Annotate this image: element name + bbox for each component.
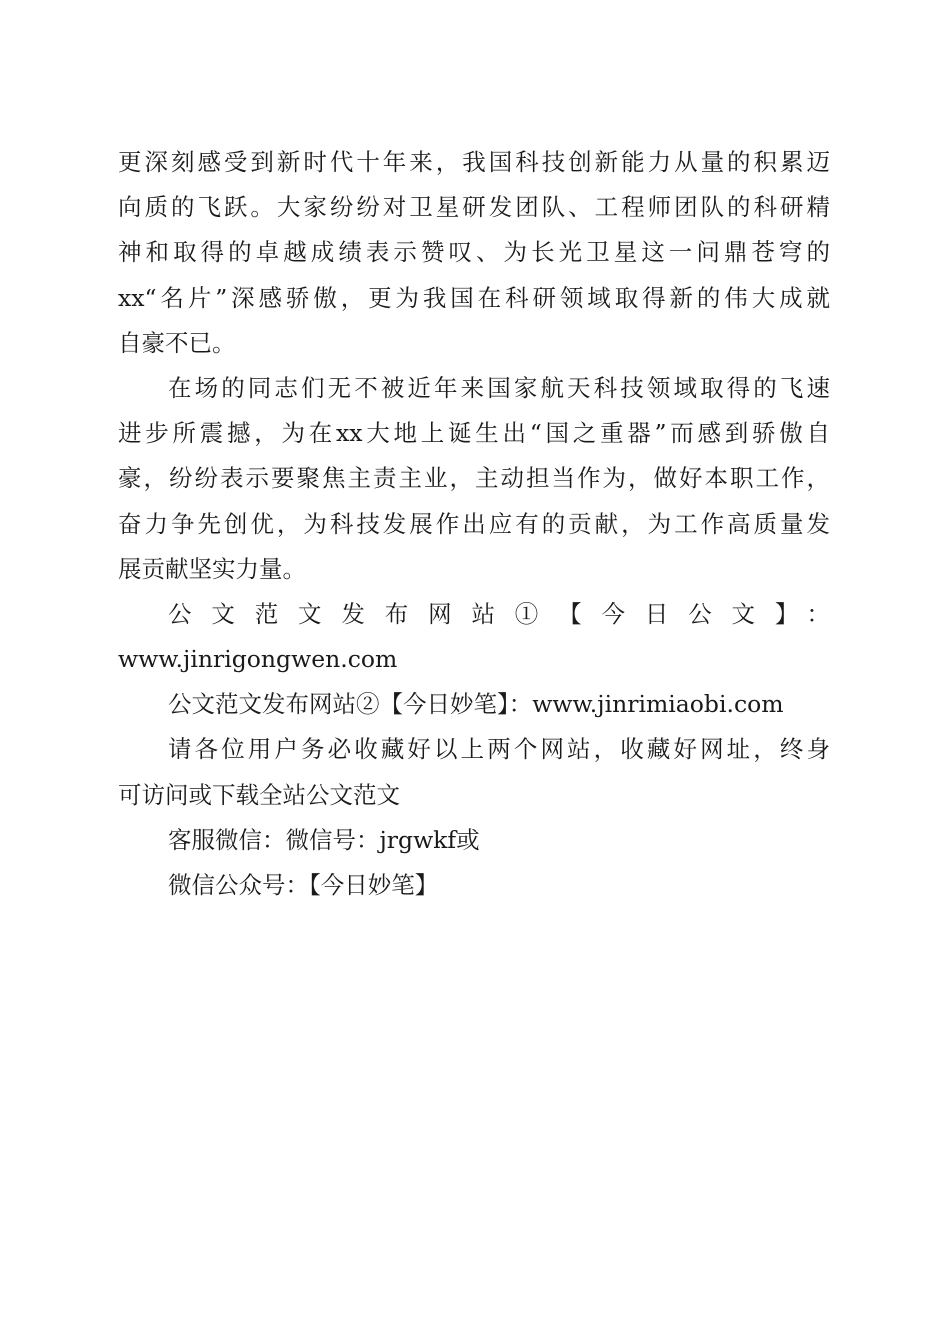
text-line: 奋力争先创优，为科技发展作出应有的贡献，为工作高质量发 — [118, 509, 830, 538]
text-line: 自豪不已。 — [118, 328, 236, 357]
text-line: 神和取得的卓越成绩表示赞叹、为长光卫星这一问鼎苍穹的 — [118, 238, 830, 267]
notice-line: 请各位用户务必收藏好以上两个网站，收藏好网址，终身 — [168, 735, 830, 764]
text-line: 展贡献坚实力量。 — [118, 554, 306, 583]
text-line: 在场的同志们无不被近年来国家航天科技领域取得的飞速 — [168, 373, 830, 402]
text-line: 豪，纷纷表示要聚焦主责主业，主动担当作为，做好本职工作， — [118, 464, 830, 493]
text-line: 更深刻感受到新时代十年来，我国科技创新能力从量的积累迈 — [118, 148, 830, 176]
paragraph-2 — [118, 366, 830, 592]
website-2-line[interactable]: 公文范文发布网站②【今日妙笔】：www.jinrimiaobi.com — [168, 690, 784, 719]
text-line: xx“名片”深感骄傲，更为我国在科研领域取得新的伟大成就 — [118, 283, 830, 312]
website-1-label: 公文范文发布网站①【今日公文】： — [168, 599, 830, 628]
notice-block — [118, 727, 830, 817]
text-line: 向质的飞跃。大家纷纷对卫星研发团队、工程师团队的科研精 — [118, 193, 830, 222]
wechat-account-line: 微信公众号：【今日妙笔】 — [168, 871, 439, 899]
website-1-block — [118, 592, 830, 682]
document-page — [118, 140, 830, 908]
text-line: 进步所震撼，为在xx大地上诞生出“国之重器”而感到骄傲自 — [118, 419, 830, 448]
notice-line: 可访问或下载全站公文范文 — [118, 780, 400, 809]
website-1-url[interactable]: www.jinrigongwen.com — [118, 645, 398, 674]
paragraph-1 — [118, 140, 830, 366]
customer-service-line: 客服微信：微信号：jrgwkf或 — [168, 825, 480, 854]
